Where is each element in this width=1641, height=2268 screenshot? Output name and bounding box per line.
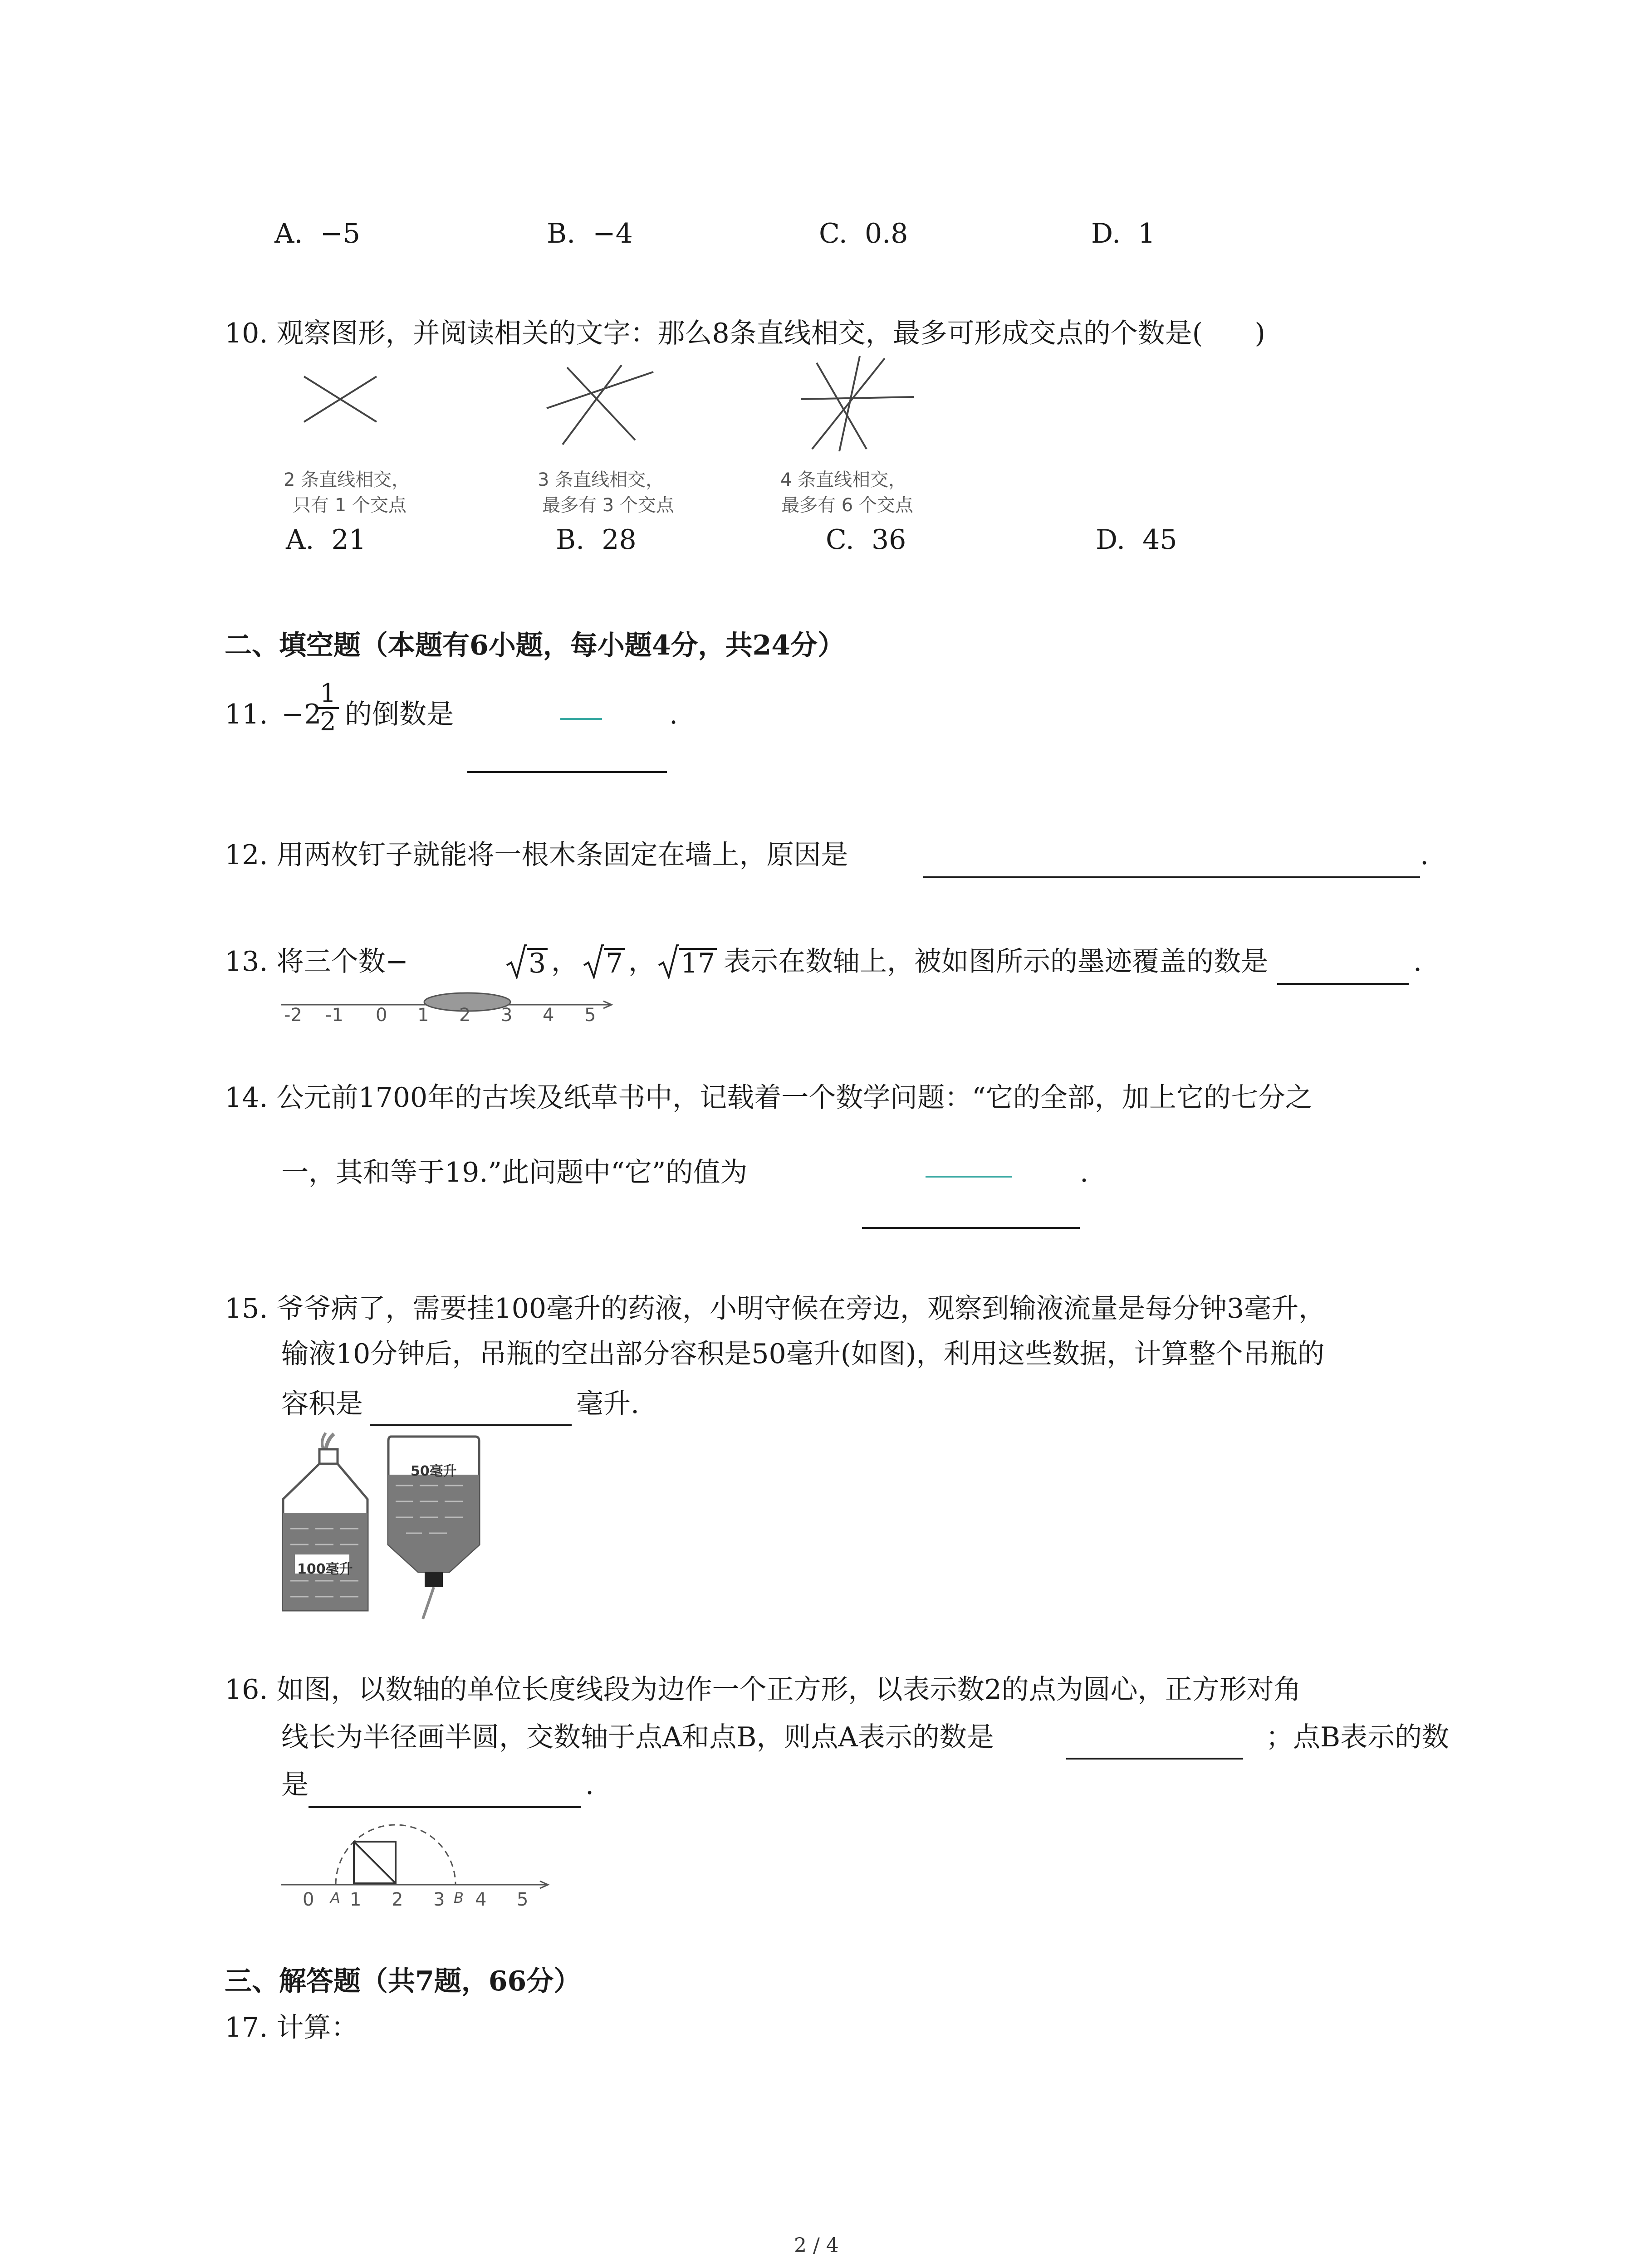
q15-answer-blank[interactable] [370,1424,572,1426]
q10-caption-2-line1: 3 条直线相交， [538,469,664,490]
q13-radicand-1: 3 [527,948,548,977]
q13-axis-label: 0 [376,1005,387,1026]
q16-number-line-figure [272,1814,554,1901]
q13-radicand-3: 17 [679,948,717,977]
q16-axis-label: A [330,1889,340,1906]
q15-line2: 输液10分钟后，吊瓶的空出部分容积是50毫升(如图)，利用这些数据，计算整个吊瓶的 [281,1338,1325,1370]
q11-fraction-denominator: 2 [320,707,336,737]
q13-axis-label: 5 [584,1005,596,1026]
q15-line3a: 容积是 [281,1388,363,1420]
q10-caption-1-line1: 2 条直线相交， [284,469,410,490]
q17-text: 17. 计算： [225,2012,358,2043]
q10-caption-3-line2: 最多有 6 个交点 [781,495,913,516]
q13-answer-blank[interactable] [1277,983,1409,985]
q13-text: 表示在数轴上，被如图所示的墨迹覆盖的数是 [724,946,1268,978]
q13-radicand-2: 7 [604,948,625,977]
q11-answer-blank[interactable] [467,771,667,773]
q11-number: 11. [225,699,268,730]
q14-end: . [1080,1157,1089,1188]
q13-axis-label: -1 [325,1005,343,1026]
q14-answer-blank[interactable] [862,1227,1080,1229]
q11-end: . [669,699,678,730]
q16-line3a: 是 [281,1769,309,1801]
q13-axis-label: 2 [459,1005,471,1026]
q16-axis-label: 0 [303,1889,314,1910]
q13-end: . [1413,946,1422,978]
q16-answer-blank-a[interactable] [1066,1758,1243,1760]
q16-line1: 16. 如图，以数轴的单位长度线段为边作一个正方形，以表示数2的点为圆心，正方形对角 [225,1674,1301,1706]
q11-fraction-numerator: 1 [317,680,339,709]
q10-caption-2-line2: 最多有 3 个交点 [542,495,674,516]
section-2-title: 二、填空题（本题有6小题，每小题4分，共24分） [225,630,845,661]
q15-line3b: 毫升. [576,1388,640,1420]
q13-sqrt-17 [658,948,717,977]
q12-answer-blank[interactable] [923,876,1420,878]
q13-axis-label: 3 [501,1005,513,1026]
q9-option-c: C. 0.8 [819,218,908,249]
q16-axis-label: B [454,1889,464,1906]
three-lines-figure [540,358,658,449]
q11-text: 的倒数是 [345,699,454,730]
q13-sqrt-7 [583,948,625,977]
q10-option-a: A. 21 [286,524,366,556]
q14-line1: 14. 公元前1700年的古埃及纸草书中，记载着一个数学问题：“它的全部，加上它的七分之 [225,1082,1313,1114]
q10-stem: 10. 观察图形，并阅读相关的文字：那么8条直线相交，最多可形成交点的个数是( ) [225,318,1265,349]
q16-line3b: . [585,1769,594,1801]
four-lines-figure [798,354,916,454]
q10-option-b: B. 28 [556,524,637,556]
two-lines-figure [290,367,390,431]
q10-option-d: D. 45 [1096,524,1177,556]
label-50ml: 50毫升 [411,1463,457,1479]
q12-end: . [1420,839,1429,871]
q13-sep-2: ， [628,946,656,978]
q11-integer-part: −2 [281,699,322,730]
q10-caption-3-line1: 4 条直线相交， [780,469,907,490]
q13-sqrt-3 [506,948,548,977]
q16-axis-label: 4 [475,1889,487,1910]
q9-option-d: D. 1 [1091,218,1156,249]
iv-bottles-figure [277,1431,490,1622]
q10-option-c: C. 36 [826,524,906,556]
q13-number-line [272,982,617,1027]
q16-answer-blank-b[interactable] [309,1806,581,1808]
q14-answer-mark [926,1176,1012,1178]
section-3-title: 三、解答题（共7题，66分） [225,1965,581,1997]
q9-option-a: A. −5 [274,218,360,249]
q14-line2: 一，其和等于19.”此问题中“它”的值为 [281,1157,748,1188]
q9-option-b: B. −4 [547,218,633,249]
q16-axis-label: 5 [517,1889,529,1910]
q13-sep-1: ， [551,946,578,978]
q13-axis-label: -2 [284,1005,302,1026]
q16-axis-label: 1 [350,1889,362,1910]
q16-axis-label: 3 [433,1889,445,1910]
q13-prefix: 13. 将三个数− [225,946,408,978]
q11-answer-mark [560,718,602,720]
label-100ml: 100毫升 [297,1561,353,1577]
q11-fraction [315,680,341,736]
q16-line2a: 线长为半径画半圆，交数轴于点A和点B，则点A表示的数是 [281,1721,994,1753]
q13-axis-label: 1 [417,1005,429,1026]
q12-text: 12. 用两枚钉子就能将一根木条固定在墙上，原因是 [225,839,848,871]
q13-axis-label: 4 [543,1005,554,1026]
q15-line1: 15. 爷爷病了，需要挂100毫升的药液，小明守候在旁边，观察到输液流量是每分钟3毫升， [225,1293,1326,1325]
q16-axis-label: 2 [392,1889,403,1910]
page-number: 2 / 4 [794,2234,839,2257]
q10-caption-1-line2: 只有 1 个交点 [293,495,407,516]
q16-line2b: ；点B表示的数 [1266,1721,1450,1753]
